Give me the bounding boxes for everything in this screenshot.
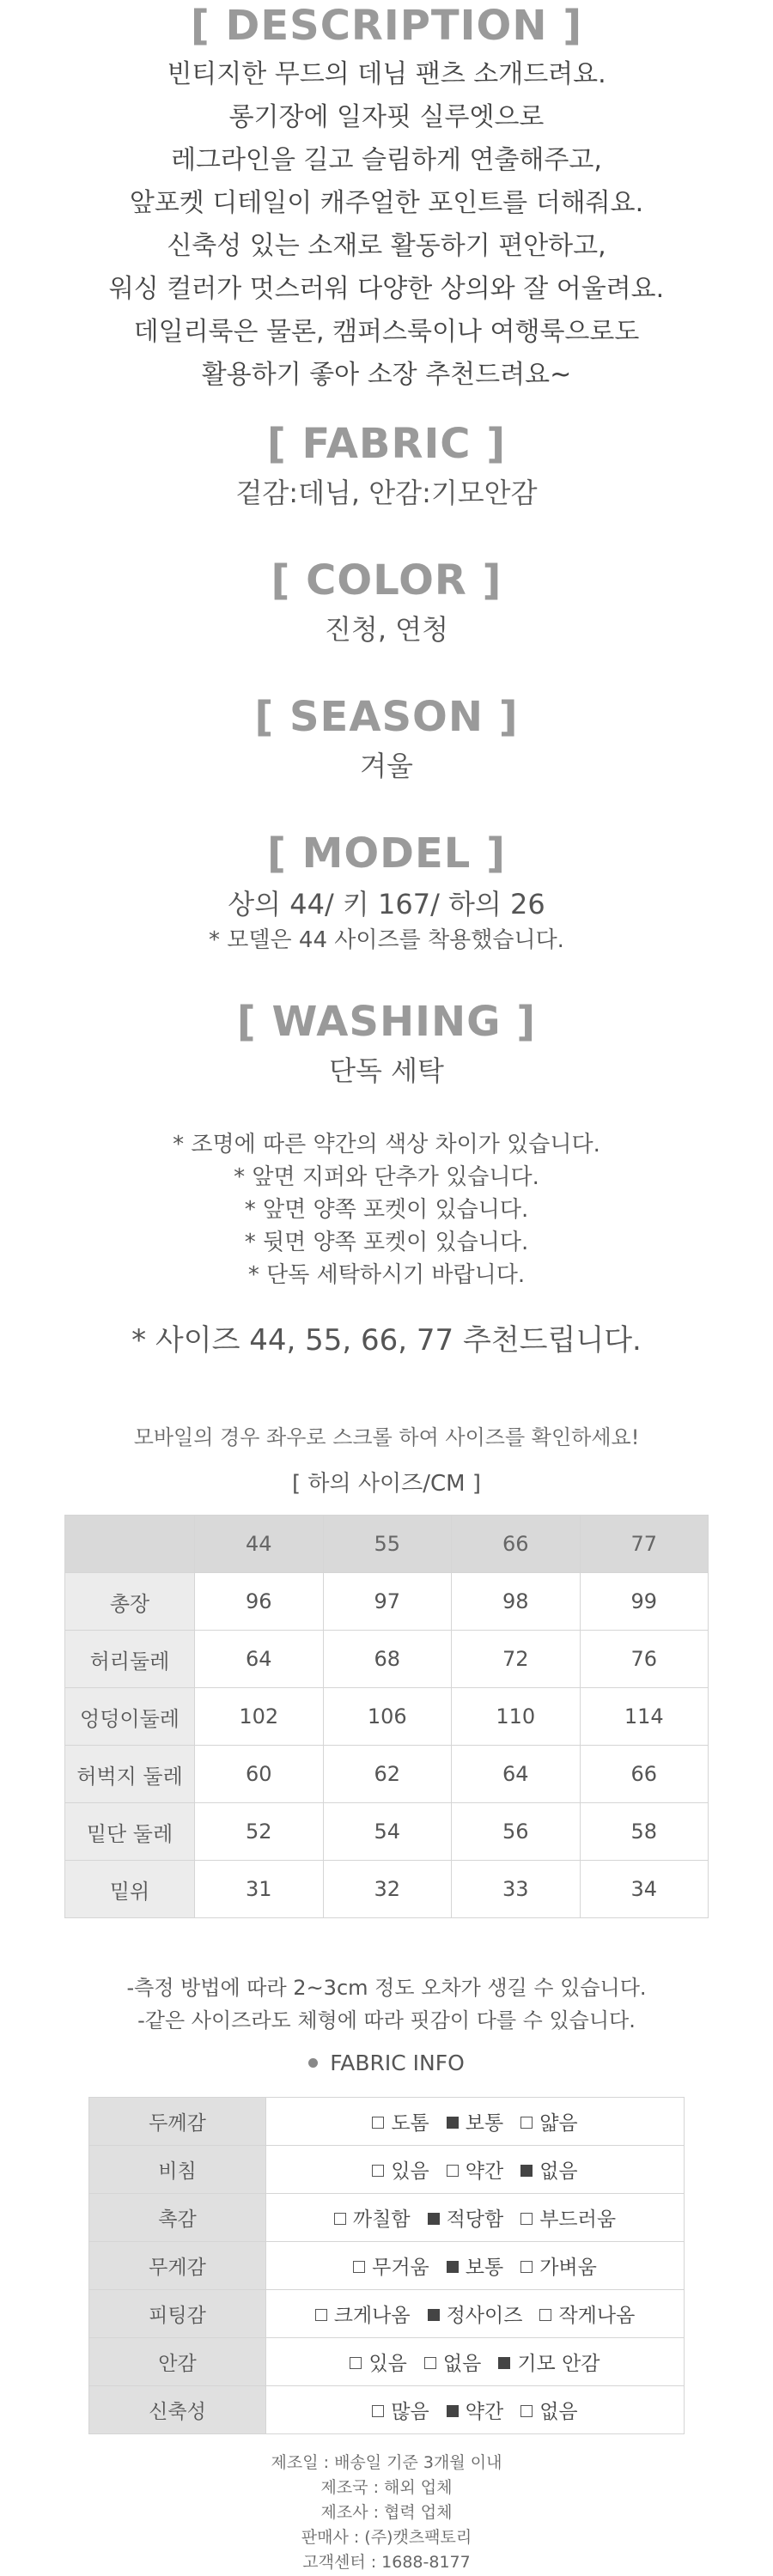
- fabric-option-label: 없음: [539, 2160, 578, 2183]
- fabric-option: [424, 2348, 481, 2376]
- fabric-info-row: [89, 2290, 685, 2338]
- fabric-attribute-options: [266, 2290, 685, 2338]
- size-header-cell: [65, 1516, 195, 1573]
- color-section: [0, 555, 773, 649]
- fabric-option-label: 없음: [539, 2401, 578, 2423]
- table-row: [65, 1688, 709, 1746]
- color-title: [ COLOR ]: [271, 556, 502, 605]
- fabric-option-label: 무거움: [372, 2257, 429, 2279]
- notice-item: * 단독 세탁하시기 바랍니다.: [247, 1262, 526, 1288]
- notice-list: [0, 1128, 773, 1291]
- fabric-option-label: 까칠함: [352, 2208, 411, 2231]
- size-recommendation: * 사이즈 44, 55, 66, 77 추천드립니다.: [131, 1323, 642, 1358]
- model-note: * 모델은 44 사이즈를 착용했습니다.: [209, 927, 564, 953]
- washing-title: [ WASHING ]: [236, 998, 537, 1046]
- fabric-option: [498, 2348, 600, 2376]
- fabric-option: [520, 2203, 616, 2232]
- fabric-info-title: FABRIC INFO: [330, 2050, 465, 2075]
- fabric-option-label: 기모 안감: [517, 2353, 600, 2375]
- size-value-cell: 52: [195, 1803, 324, 1861]
- unchecked-box-icon: [520, 2261, 533, 2273]
- measurement-notes: [0, 1971, 773, 2037]
- description-line: 롱기장에 일자핏 실루엣으로: [228, 102, 545, 132]
- fabric-option: [539, 2300, 635, 2328]
- measurement-note: -측정 방법에 따라 2~3cm 정도 오차가 생길 수 있습니다.: [126, 1976, 647, 2000]
- size-value-cell: 96: [195, 1573, 324, 1631]
- unchecked-box-icon: [520, 2213, 533, 2225]
- fabric-info-table: [88, 2097, 685, 2434]
- size-value-cell: 66: [580, 1746, 709, 1803]
- description-line: 빈티지한 무드의 데님 팬츠 소개드려요.: [167, 59, 606, 89]
- fabric-attribute-label: 안감: [89, 2338, 266, 2386]
- measurement-label: 엉덩이둘레: [65, 1688, 195, 1746]
- model-section: [0, 828, 773, 957]
- checked-box-icon: [447, 2261, 459, 2273]
- size-value-cell: 114: [580, 1688, 709, 1746]
- measurement-label: 밑단 둘레: [65, 1803, 195, 1861]
- bullet-icon: [308, 2058, 318, 2068]
- description-line: 신축성 있는 소재로 활동하기 편안하고,: [167, 231, 606, 261]
- size-value-cell: 32: [323, 1861, 452, 1918]
- fabric-option: [447, 2155, 503, 2184]
- notice-item: * 뒷면 양쪽 포켓이 있습니다.: [244, 1230, 529, 1255]
- footer-line: 제조국 : 해외 업체: [320, 2478, 453, 2497]
- fabric-option: [520, 2396, 577, 2424]
- table-row: [65, 1861, 709, 1918]
- checked-box-icon: [520, 2165, 533, 2177]
- unchecked-box-icon: [372, 2165, 384, 2177]
- fabric-attribute-label: 두께감: [89, 2098, 266, 2146]
- fabric-attribute-options: [266, 2386, 685, 2434]
- fabric-option: [520, 2251, 597, 2280]
- measurement-label: 밑위: [65, 1861, 195, 1918]
- description-section: [0, 0, 773, 397]
- unchecked-box-icon: [372, 2117, 384, 2129]
- fabric-info-row: [89, 2146, 685, 2194]
- fabric-attribute-label: 신축성: [89, 2386, 266, 2434]
- washing-value: 단독 세탁: [329, 1054, 444, 1087]
- checked-box-icon: [447, 2405, 459, 2417]
- product-info-footer: [0, 2451, 773, 2575]
- fabric-attribute-label: 피팅감: [89, 2290, 266, 2338]
- fabric-attribute-label: 촉감: [89, 2194, 266, 2242]
- description-line: 레그라인을 길고 슬림하게 연출해주고,: [171, 145, 602, 175]
- fabric-attribute-options: [266, 2194, 685, 2242]
- fabric-option-label: 약간: [465, 2160, 504, 2183]
- fabric-info-row: [89, 2338, 685, 2386]
- size-header-cell: 66: [452, 1516, 581, 1573]
- season-section: [0, 691, 773, 786]
- size-value-cell: 60: [195, 1746, 324, 1803]
- fabric-option-label: 정사이즈: [446, 2305, 523, 2327]
- fabric-attribute-options: [266, 2242, 685, 2290]
- fabric-attribute-options: [266, 2098, 685, 2146]
- size-value-cell: 76: [580, 1631, 709, 1688]
- footer-line: 제조사 : 협력 업체: [320, 2503, 453, 2522]
- description-line: 활용하기 좋아 소장 추천드려요~: [201, 360, 572, 390]
- measurement-label: 허벅지 둘레: [65, 1746, 195, 1803]
- size-value-cell: 34: [580, 1861, 709, 1918]
- fabric-info-row: [89, 2242, 685, 2290]
- fabric-option-label: 없음: [442, 2353, 482, 2375]
- fabric-option: [428, 2203, 504, 2232]
- footer-line: 제조일 : 배송일 기준 3개월 이내: [271, 2453, 502, 2472]
- model-title: [ MODEL ]: [266, 829, 507, 878]
- fabric-option: [372, 2155, 429, 2184]
- fabric-option-label: 작게나옴: [558, 2305, 636, 2327]
- size-table-header-row: [65, 1516, 709, 1573]
- description-line: 앞포켓 디테일이 캐주얼한 포인트를 더해줘요.: [129, 188, 644, 218]
- size-table: [64, 1515, 709, 1918]
- measurement-label: 총장: [65, 1573, 195, 1631]
- fabric-option-label: 많음: [391, 2401, 429, 2423]
- size-value-cell: 102: [195, 1688, 324, 1746]
- size-value-cell: 31: [195, 1861, 324, 1918]
- fabric-option-label: 부드러움: [539, 2208, 617, 2231]
- model-value: 상의 44/ 키 167/ 하의 26: [228, 888, 545, 920]
- size-value-cell: 62: [323, 1746, 452, 1803]
- unchecked-box-icon: [372, 2405, 384, 2417]
- footer-line: 판매사 : (주)캣츠팩토리: [301, 2528, 472, 2547]
- unchecked-box-icon: [334, 2213, 346, 2225]
- footer-line: 고객센터 : 1688-8177: [302, 2553, 471, 2572]
- fabric-value: 겉감:데님, 안감:기모안감: [235, 477, 538, 509]
- unchecked-box-icon: [350, 2357, 362, 2369]
- size-value-cell: 64: [452, 1746, 581, 1803]
- fabric-section: [0, 418, 773, 513]
- fabric-option-label: 적당함: [446, 2208, 504, 2231]
- fabric-attribute-options: [266, 2146, 685, 2194]
- size-header-cell: 55: [323, 1516, 452, 1573]
- fabric-option: [428, 2300, 523, 2328]
- unchecked-box-icon: [353, 2261, 365, 2273]
- washing-section: [0, 996, 773, 1091]
- size-value-cell: 106: [323, 1688, 452, 1746]
- fabric-option-label: 가벼움: [539, 2257, 597, 2279]
- season-title: [ SEASON ]: [254, 693, 519, 741]
- fabric-option-label: 크게나옴: [333, 2305, 411, 2327]
- size-header-cell: 77: [580, 1516, 709, 1573]
- table-row: [65, 1573, 709, 1631]
- fabric-option: [315, 2300, 411, 2328]
- unchecked-box-icon: [315, 2309, 327, 2321]
- fabric-option-label: 있음: [368, 2353, 407, 2375]
- table-row: [65, 1746, 709, 1803]
- color-value: 진청, 연청: [325, 613, 448, 646]
- size-value-cell: 33: [452, 1861, 581, 1918]
- fabric-option: [447, 2107, 503, 2136]
- notice-item: * 앞면 양쪽 포켓이 있습니다.: [244, 1197, 529, 1223]
- fabric-option: [334, 2203, 411, 2232]
- fabric-option: [447, 2396, 503, 2424]
- fabric-info-row: [89, 2098, 685, 2146]
- fabric-attribute-label: 무게감: [89, 2242, 266, 2290]
- size-value-cell: 98: [452, 1573, 581, 1631]
- notice-item: * 조명에 따른 약간의 색상 차이가 있습니다.: [173, 1132, 600, 1157]
- size-value-cell: 97: [323, 1573, 452, 1631]
- table-row: [65, 1803, 709, 1861]
- season-value: 겨울: [360, 750, 413, 782]
- measurement-label: 허리둘레: [65, 1631, 195, 1688]
- table-row: [65, 1631, 709, 1688]
- unchecked-box-icon: [539, 2309, 551, 2321]
- size-value-cell: 68: [323, 1631, 452, 1688]
- fabric-attribute-label: 비침: [89, 2146, 266, 2194]
- fabric-option: [350, 2348, 406, 2376]
- size-table-title: [ 하의 사이즈/CM ]: [291, 1471, 481, 1497]
- fabric-option: [372, 2107, 429, 2136]
- unchecked-box-icon: [447, 2165, 459, 2177]
- fabric-option-label: 얇음: [539, 2112, 578, 2135]
- fabric-info-row: [89, 2194, 685, 2242]
- checked-box-icon: [447, 2117, 459, 2129]
- size-value-cell: 54: [323, 1803, 452, 1861]
- size-value-cell: 56: [452, 1803, 581, 1861]
- size-value-cell: 110: [452, 1688, 581, 1746]
- fabric-info-heading: [0, 2046, 773, 2081]
- mobile-scroll-hint: 모바일의 경우 좌우로 스크롤 하여 사이즈를 확인하세요!: [133, 1425, 640, 1449]
- fabric-option-label: 도톰: [391, 2112, 429, 2135]
- size-value-cell: 58: [580, 1803, 709, 1861]
- fabric-option: [372, 2396, 429, 2424]
- unchecked-box-icon: [424, 2357, 436, 2369]
- fabric-attribute-options: [266, 2338, 685, 2386]
- fabric-option: [520, 2155, 577, 2184]
- size-header-cell: 44: [195, 1516, 324, 1573]
- fabric-title: [ FABRIC ]: [266, 420, 507, 468]
- fabric-option-label: 보통: [465, 2257, 504, 2279]
- unchecked-box-icon: [520, 2405, 533, 2417]
- fabric-option: [353, 2251, 429, 2280]
- fabric-info-row: [89, 2386, 685, 2434]
- checked-box-icon: [428, 2309, 440, 2321]
- size-value-cell: 64: [195, 1631, 324, 1688]
- fabric-option: [447, 2251, 503, 2280]
- fabric-option-label: 약간: [465, 2401, 504, 2423]
- unchecked-box-icon: [520, 2117, 533, 2129]
- description-body: [0, 53, 773, 397]
- fabric-option: [520, 2107, 577, 2136]
- fabric-option-label: 있음: [391, 2160, 429, 2183]
- checked-box-icon: [498, 2357, 510, 2369]
- notice-item: * 앞면 지퍼와 단추가 있습니다.: [234, 1164, 539, 1190]
- fabric-option-label: 보통: [465, 2112, 504, 2135]
- description-line: 데일리룩은 물론, 캠퍼스룩이나 여행룩으로도: [133, 317, 640, 347]
- measurement-note: -같은 사이즈라도 체형에 따라 핏감이 다를 수 있습니다.: [137, 2008, 636, 2032]
- checked-box-icon: [428, 2213, 440, 2225]
- size-value-cell: 99: [580, 1573, 709, 1631]
- size-value-cell: 72: [452, 1631, 581, 1688]
- description-title: [ DESCRIPTION ]: [190, 2, 583, 50]
- description-line: 워싱 컬러가 멋스러워 다양한 상의와 잘 어울려요.: [108, 274, 665, 304]
